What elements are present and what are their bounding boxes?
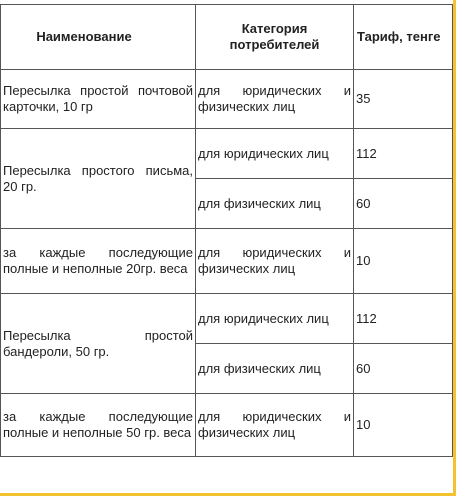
row-tariff: 112 [354, 294, 453, 344]
table-row [1, 129, 453, 179]
table-row [1, 229, 453, 294]
row-tariff: 112 [354, 129, 453, 179]
row-tariff: 60 [354, 344, 453, 394]
row-tariff: 35 [354, 70, 453, 129]
row-category: для юридических и физических лиц [196, 229, 354, 294]
row-name: за каждые последующие полные и неполные 50 гр. веса [1, 394, 196, 457]
table-row [1, 70, 453, 129]
row-category: для юридических лиц [196, 294, 354, 344]
tariff-table [0, 4, 453, 457]
row-tariff: 10 [354, 394, 453, 457]
row-name: Пересылка простой бандероли, 50 гр. [1, 294, 196, 394]
row-name: за каждые последующие полные и неполные 20гр. веса [1, 229, 196, 294]
row-tariff: 60 [354, 179, 453, 229]
table-header-row [1, 5, 453, 70]
header-tariff: Тариф, тенге [354, 5, 453, 70]
row-category: для юридических лиц [196, 129, 354, 179]
row-name: Пересылка простой почтовой карточки, 10 гр [1, 70, 196, 129]
row-category: для физических лиц [196, 344, 354, 394]
row-name: Пересылка простого письма, 20 гр. [1, 129, 196, 229]
header-name: Наименование [1, 5, 196, 70]
table-row [1, 394, 453, 457]
table-row [1, 294, 453, 344]
row-category: для юридических и физических лиц [196, 394, 354, 457]
row-tariff: 10 [354, 229, 453, 294]
row-category: для физических лиц [196, 179, 354, 229]
header-category: Категория потребителей [196, 5, 354, 70]
row-category: для юридических и физических лиц [196, 70, 354, 129]
